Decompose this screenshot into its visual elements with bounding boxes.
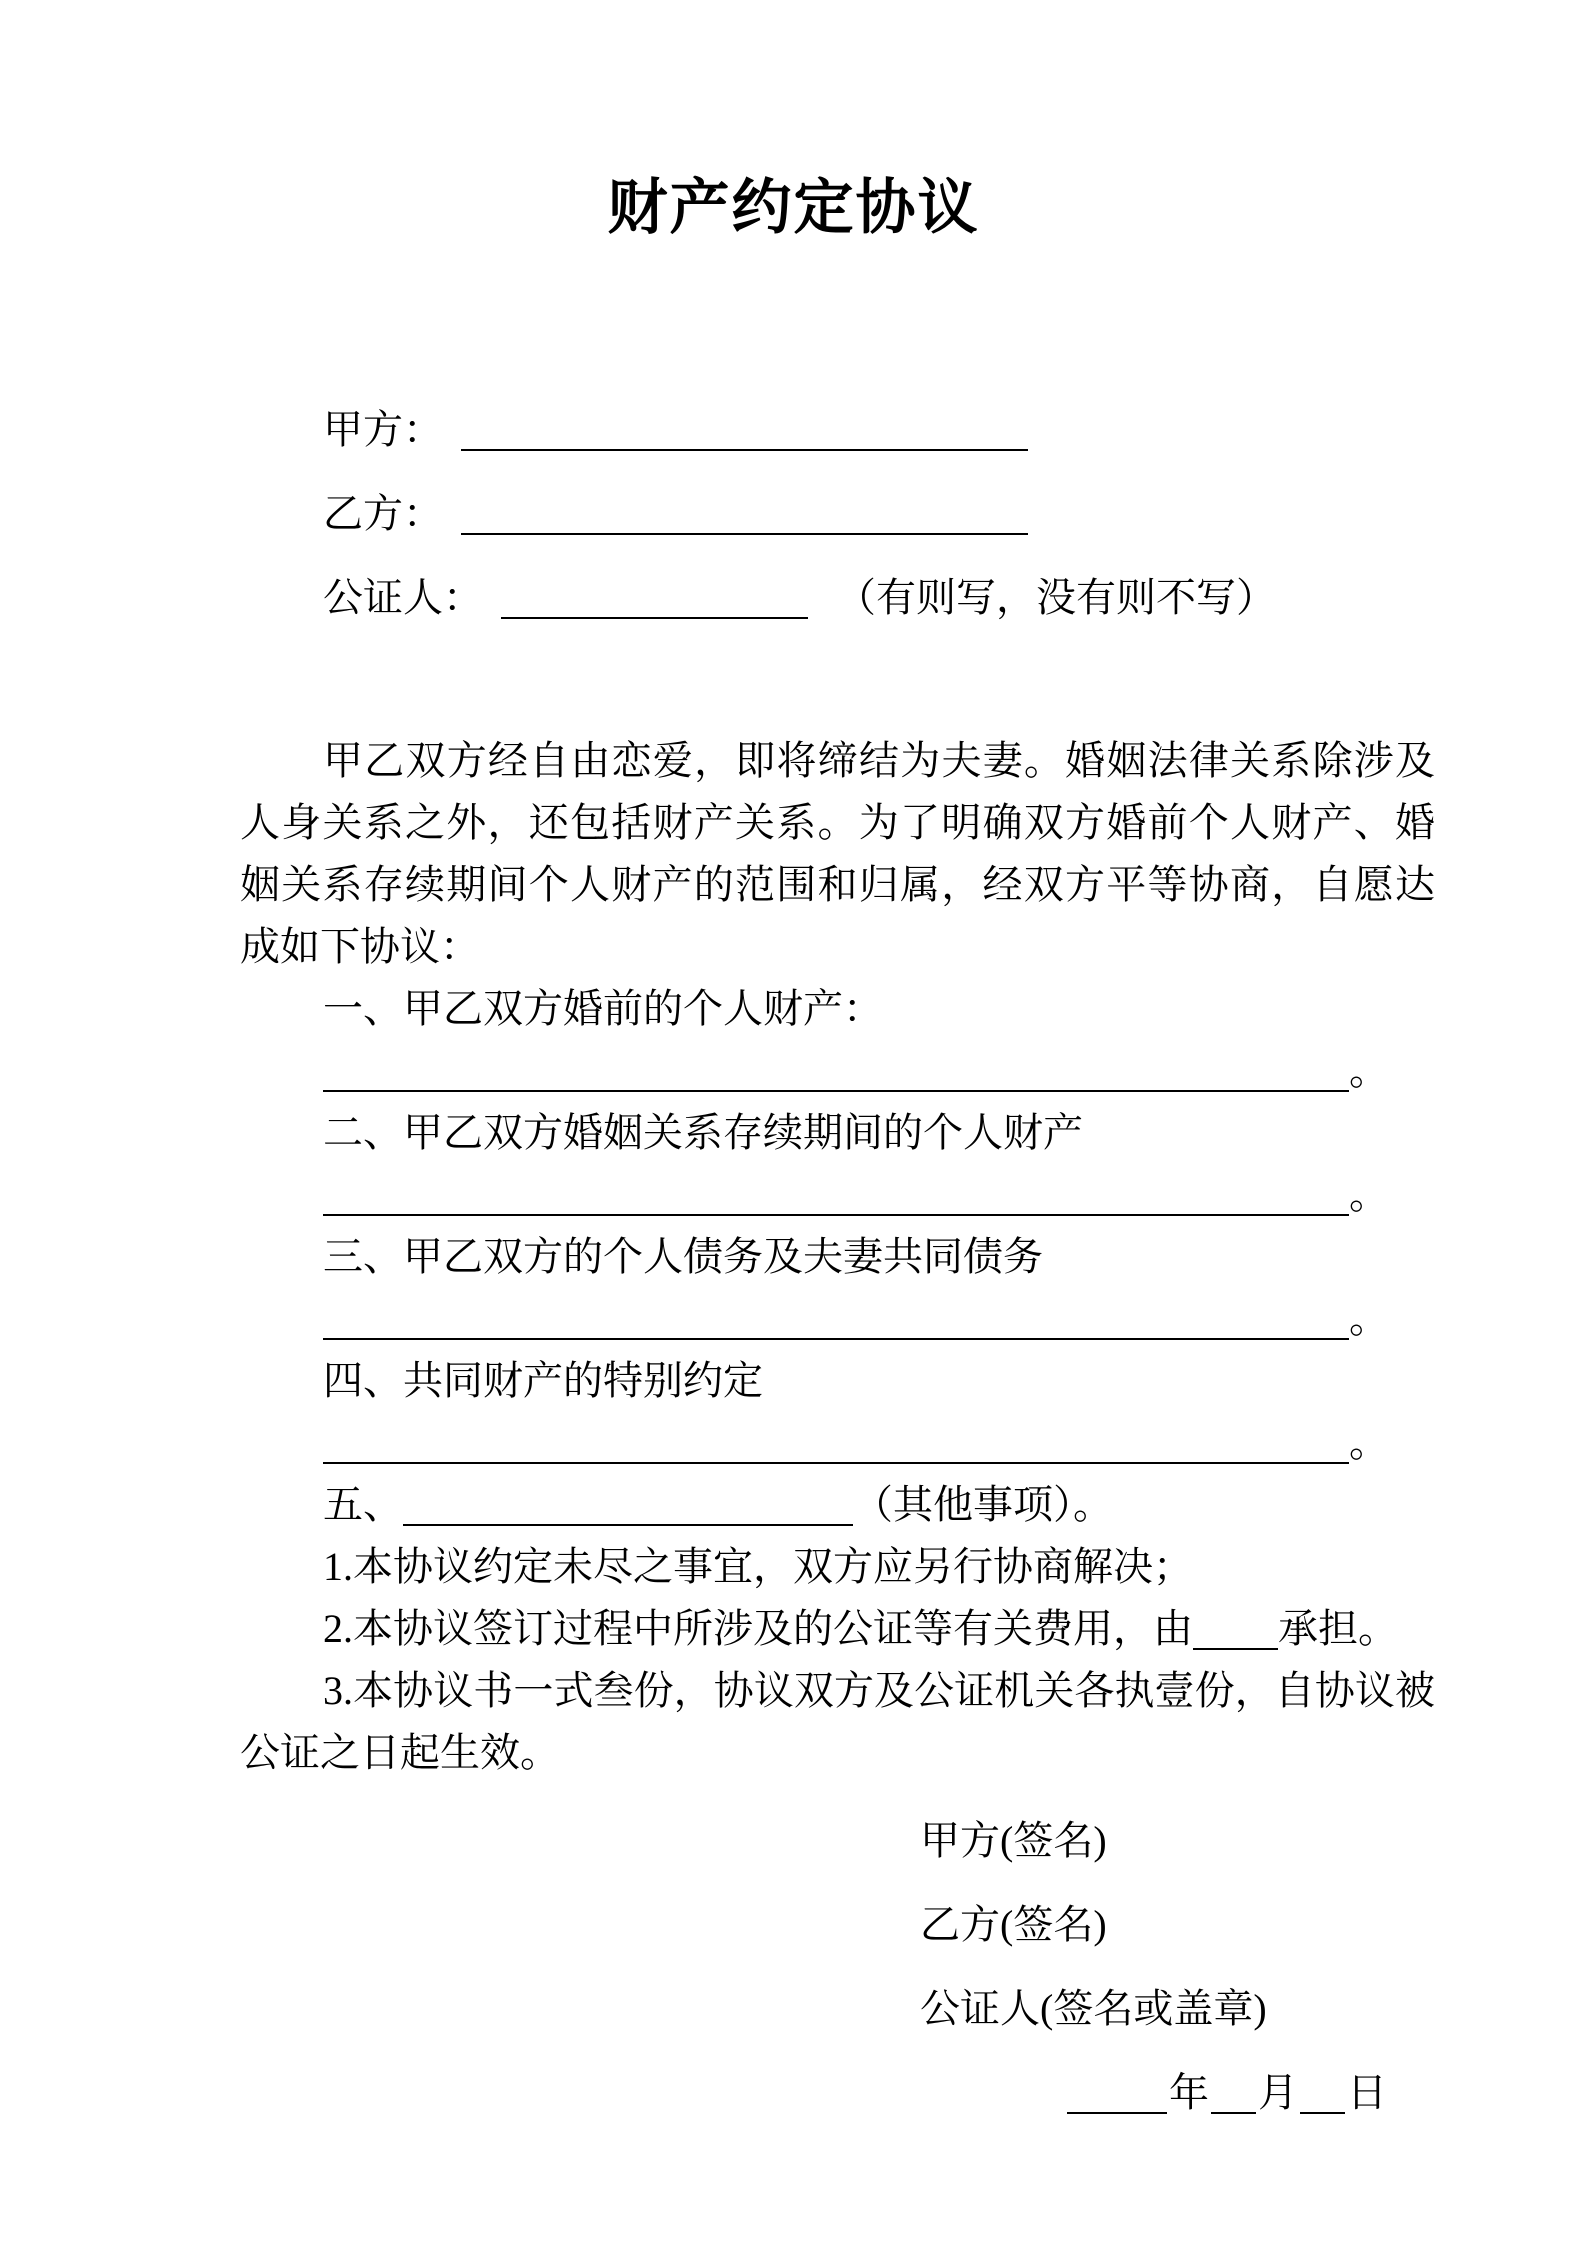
- date-day-blank-line: [1300, 2112, 1345, 2114]
- party-a-label: 甲方：: [323, 407, 443, 452]
- clause-2: [240, 1598, 1435, 1660]
- section-2-blank-line: [323, 1214, 1349, 1216]
- signature-block: [920, 1799, 1435, 2135]
- section-3-blank-row: [240, 1288, 1435, 1350]
- clause-3: 3.本协议书一式叁份，协议双方及公证机关各执壹份，自协议被公证之日起生效。: [240, 1668, 1435, 1775]
- signature-party-a: 甲方(签名): [920, 1818, 1107, 1863]
- section-2-heading: 二、甲乙双方婚姻关系存续期间的个人财产: [323, 1110, 1083, 1155]
- date-month-blank-line: [1211, 2112, 1256, 2114]
- party-b-blank-line: [461, 533, 1028, 535]
- section-5-suffix: （其他事项）。: [853, 1482, 1113, 1527]
- section-2-period: 。: [1349, 1172, 1389, 1217]
- section-1-period: 。: [1349, 1048, 1389, 1093]
- date-month-label: 月: [1258, 2070, 1298, 2115]
- section-3-period: 。: [1349, 1296, 1389, 1341]
- section-3-heading: 三、甲乙双方的个人债务及夫妻共同债务: [323, 1234, 1043, 1279]
- notary-row: [323, 556, 1435, 640]
- notary-note: （有则写，没有则不写）: [836, 575, 1276, 620]
- section-1-blank-row: [240, 1040, 1435, 1102]
- clause-2-text-before: 2.本协议签订过程中所涉及的公证等有关费用，由: [323, 1606, 1193, 1651]
- section-4-period: 。: [1349, 1420, 1389, 1465]
- party-fields: [323, 388, 1435, 640]
- section-4-blank-line: [323, 1462, 1349, 1464]
- clause-2-blank-line: [1193, 1648, 1278, 1650]
- date-row: [1065, 2051, 1435, 2135]
- party-b-label: 乙方：: [323, 491, 443, 536]
- section-4-heading: 四、共同财产的特别约定: [323, 1358, 763, 1403]
- clause-2-text-after: 承担。: [1278, 1606, 1398, 1651]
- notary-label: 公证人：: [323, 575, 483, 620]
- intro-paragraph: 甲乙双方经自由恋爱，即将缔结为夫妻。婚姻法律关系除涉及人身关系之外，还包括财产关系。为了明确双方婚前个人财产、婚姻关系存续期间个人财产的范围和归属，经双方平等协商，自愿达成如下协议：: [240, 738, 1435, 969]
- date-year-label: 年: [1169, 2070, 1209, 2115]
- section-5-blank-line: [403, 1524, 853, 1526]
- notary-blank-line: [501, 617, 808, 619]
- section-3-blank-line: [323, 1338, 1349, 1340]
- party-a-blank-line: [461, 449, 1028, 451]
- document-title: 财产约定协议: [607, 175, 980, 241]
- signature-notary: 公证人(签名或盖章): [920, 1986, 1267, 2031]
- section-2-blank-row: [240, 1164, 1435, 1226]
- sections: [240, 978, 1435, 1784]
- document-body: [0, 388, 1587, 2135]
- party-b-row: [323, 472, 1435, 556]
- section-4-blank-row: [240, 1412, 1435, 1474]
- party-a-row: [323, 388, 1435, 472]
- date-year-blank-line: [1067, 2112, 1167, 2114]
- date-day-label: 日: [1347, 2070, 1387, 2115]
- section-1-blank-line: [323, 1090, 1349, 1092]
- clause-1: 1.本协议约定未尽之事宜，双方应另行协商解决；: [323, 1544, 1193, 1589]
- section-5-row: [240, 1474, 1435, 1536]
- section-5-prefix: 五、: [323, 1482, 403, 1527]
- section-1-heading: 一、甲乙双方婚前的个人财产：: [323, 986, 883, 1031]
- signature-party-b: 乙方(签名): [920, 1902, 1107, 1947]
